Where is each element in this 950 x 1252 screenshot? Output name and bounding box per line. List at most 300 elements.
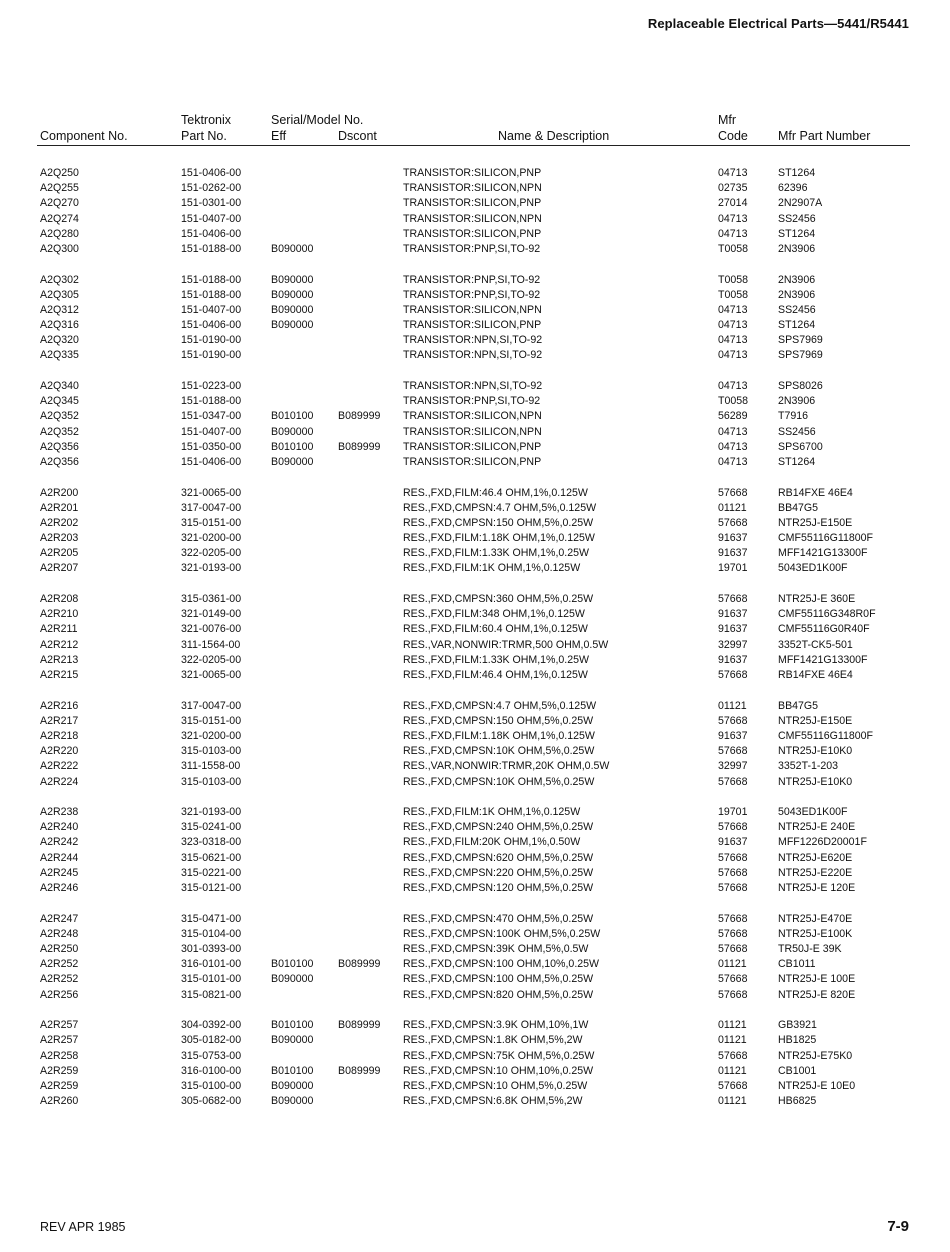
cell-mfr-part-number: BB47G5 bbox=[778, 699, 819, 712]
cell-component-no: A2R203 bbox=[40, 532, 79, 545]
cell-mfr-part-number: NTR25J-E 360E bbox=[778, 593, 856, 606]
cell-eff: B090000 bbox=[271, 288, 314, 301]
cell-mfr-part-number: CMF55116G11800F bbox=[778, 729, 874, 742]
table-row bbox=[0, 607, 950, 622]
col-mfr: Mfr bbox=[718, 113, 737, 127]
cell-name-description: TRANSISTOR:SILICON,PNP bbox=[403, 455, 542, 468]
cell-component-no: A2R256 bbox=[40, 988, 79, 1001]
table-row bbox=[0, 425, 950, 440]
cell-eff: B010100 bbox=[271, 1019, 314, 1032]
cell-mfr-part-number: NTR25J-E220E bbox=[778, 866, 853, 879]
table-row bbox=[0, 592, 950, 607]
cell-eff: B090000 bbox=[271, 1079, 314, 1092]
cell-part-no: 151-0190-00 bbox=[181, 334, 242, 347]
col-component-no: Component No. bbox=[40, 129, 128, 143]
cell-name-description: TRANSISTOR:SILICON,PNP bbox=[403, 227, 542, 240]
cell-name-description: TRANSISTOR:SILICON,NPN bbox=[403, 425, 542, 438]
table-row bbox=[0, 638, 950, 653]
cell-dscont: B089999 bbox=[338, 410, 381, 423]
table-row bbox=[0, 1049, 950, 1064]
table-row bbox=[0, 805, 950, 820]
cell-mfr-part-number: NTR25J-E 820E bbox=[778, 988, 856, 1001]
cell-name-description: RES.,VAR,NONWIR:TRMR,20K OHM,0.5W bbox=[403, 760, 610, 773]
cell-part-no: 321-0193-00 bbox=[181, 562, 242, 575]
table-row bbox=[0, 1064, 950, 1079]
cell-mfr-code: 91637 bbox=[718, 532, 748, 545]
cell-component-no: A2R201 bbox=[40, 501, 79, 514]
cell-name-description: RES.,FXD,CMPSN:150 OHM,5%,0.25W bbox=[403, 516, 594, 529]
cell-part-no: 305-0682-00 bbox=[181, 1095, 242, 1108]
cell-mfr-code: 57668 bbox=[718, 486, 748, 499]
cell-part-no: 311-1564-00 bbox=[181, 638, 241, 651]
cell-mfr-part-number: NTR25J-E10K0 bbox=[778, 775, 853, 788]
table-row bbox=[0, 699, 950, 714]
cell-component-no: A2Q312 bbox=[40, 303, 79, 316]
cell-name-description: RES.,FXD,CMPSN:150 OHM,5%,0.25W bbox=[403, 714, 594, 727]
table-row bbox=[0, 379, 950, 394]
cell-mfr-code: 57668 bbox=[718, 1049, 748, 1062]
cell-name-description: RES.,FXD,CMPSN:3.9K OHM,10%,1W bbox=[403, 1019, 589, 1032]
cell-part-no: 317-0047-00 bbox=[181, 501, 242, 514]
cell-mfr-part-number: 2N3906 bbox=[778, 242, 816, 255]
cell-name-description: TRANSISTOR:PNP,SI,TO-92 bbox=[403, 273, 541, 286]
cell-part-no: 304-0392-00 bbox=[181, 1019, 242, 1032]
cell-mfr-part-number: HB1825 bbox=[778, 1034, 817, 1047]
cell-mfr-part-number: ST1264 bbox=[778, 227, 816, 240]
cell-part-no: 151-0406-00 bbox=[181, 455, 242, 468]
cell-eff: B090000 bbox=[271, 319, 314, 332]
cell-mfr-code: T0058 bbox=[718, 273, 749, 286]
cell-eff: B090000 bbox=[271, 273, 314, 286]
cell-mfr-code: 04713 bbox=[718, 167, 748, 179]
cell-component-no: A2R245 bbox=[40, 866, 79, 879]
table-row bbox=[0, 668, 950, 683]
cell-part-no: 321-0149-00 bbox=[181, 608, 242, 621]
cell-mfr-part-number: 2N3906 bbox=[778, 395, 816, 408]
cell-mfr-part-number: MFF1421G13300F bbox=[778, 653, 868, 666]
cell-component-no: A2Q352 bbox=[40, 425, 79, 438]
cell-mfr-part-number: 2N3906 bbox=[778, 273, 816, 286]
cell-mfr-part-number: 3352T-CK5-501 bbox=[778, 638, 853, 651]
cell-component-no: A2R216 bbox=[40, 699, 79, 712]
cell-eff: B090000 bbox=[271, 242, 314, 255]
cell-mfr-part-number: 3352T-1-203 bbox=[778, 760, 839, 773]
cell-component-no: A2Q356 bbox=[40, 440, 79, 453]
cell-component-no: A2R202 bbox=[40, 516, 79, 529]
cell-mfr-part-number: ST1264 bbox=[778, 167, 816, 179]
cell-mfr-code: 91637 bbox=[718, 836, 748, 849]
cell-component-no: A2R205 bbox=[40, 547, 79, 560]
cell-mfr-part-number: CB1011 bbox=[778, 958, 816, 971]
cell-eff: B090000 bbox=[271, 455, 314, 468]
cell-component-no: A2R257 bbox=[40, 1034, 79, 1047]
cell-mfr-part-number: SS2456 bbox=[778, 303, 816, 316]
table-row bbox=[0, 318, 950, 333]
table-row bbox=[0, 622, 950, 637]
col-serial-model: Serial/Model No. bbox=[271, 113, 364, 127]
cell-component-no: A2R252 bbox=[40, 973, 79, 986]
table-row bbox=[0, 729, 950, 744]
cell-component-no: A2R215 bbox=[40, 669, 79, 681]
table-row bbox=[0, 942, 950, 957]
cell-part-no: 315-0103-00 bbox=[181, 745, 242, 758]
table-row bbox=[0, 546, 950, 561]
cell-mfr-code: 04713 bbox=[718, 319, 748, 332]
cell-mfr-code: 01121 bbox=[718, 1095, 747, 1108]
col-mfr-part-number: Mfr Part Number bbox=[778, 129, 871, 143]
row-group bbox=[0, 1018, 950, 1109]
cell-eff: B010100 bbox=[271, 1064, 314, 1077]
cell-component-no: A2R211 bbox=[40, 623, 78, 636]
cell-component-no: A2R260 bbox=[40, 1095, 79, 1108]
cell-name-description: TRANSISTOR:SILICON,PNP bbox=[403, 197, 542, 210]
col-eff: Eff bbox=[271, 129, 287, 143]
table-row bbox=[0, 273, 950, 288]
cell-name-description: TRANSISTOR:NPN,SI,TO-92 bbox=[403, 380, 543, 393]
cell-mfr-part-number: ST1264 bbox=[778, 455, 816, 468]
cell-mfr-part-number: CB1001 bbox=[778, 1064, 817, 1077]
cell-mfr-code: 01121 bbox=[718, 1034, 747, 1047]
cell-mfr-part-number: NTR25J-E100K bbox=[778, 927, 853, 940]
table-row bbox=[0, 653, 950, 668]
cell-component-no: A2Q270 bbox=[40, 197, 79, 210]
cell-name-description: RES.,FXD,FILM:1.18K OHM,1%,0.125W bbox=[403, 729, 595, 742]
cell-name-description: TRANSISTOR:SILICON,PNP bbox=[403, 167, 542, 179]
cell-name-description: RES.,FXD,CMPSN:10K OHM,5%,0.25W bbox=[403, 745, 595, 758]
cell-mfr-code: 32997 bbox=[718, 760, 748, 773]
cell-part-no: 151-0262-00 bbox=[181, 182, 242, 195]
cell-name-description: TRANSISTOR:SILICON,NPN bbox=[403, 212, 542, 225]
cell-part-no: 151-0406-00 bbox=[181, 227, 242, 240]
cell-name-description: RES.,FXD,CMPSN:120 OHM,5%,0.25W bbox=[403, 882, 594, 895]
cell-name-description: RES.,FXD,FILM:20K OHM,1%,0.50W bbox=[403, 836, 581, 849]
cell-mfr-part-number: CMF55116G348R0F bbox=[778, 608, 876, 621]
cell-part-no: 315-0151-00 bbox=[181, 714, 242, 727]
col-name-description: Name & Description bbox=[498, 129, 610, 143]
cell-mfr-part-number: NTR25J-E 120E bbox=[778, 882, 856, 895]
cell-part-no: 322-0205-00 bbox=[181, 547, 242, 560]
cell-mfr-code: 32997 bbox=[718, 638, 748, 651]
cell-mfr-code: 04713 bbox=[718, 380, 748, 393]
cell-part-no: 305-0182-00 bbox=[181, 1034, 242, 1047]
cell-part-no: 321-0065-00 bbox=[181, 669, 242, 681]
cell-mfr-part-number: SPS7969 bbox=[778, 334, 823, 347]
table-row bbox=[0, 333, 950, 348]
cell-name-description: RES.,FXD,FILM:1.18K OHM,1%,0.125W bbox=[403, 532, 595, 545]
cell-mfr-code: 57668 bbox=[718, 882, 748, 895]
cell-mfr-code: T0058 bbox=[718, 395, 749, 408]
cell-mfr-code: 57668 bbox=[718, 593, 748, 606]
cell-mfr-part-number: SPS8026 bbox=[778, 380, 823, 393]
cell-mfr-code: T0058 bbox=[718, 242, 749, 255]
cell-mfr-part-number: SPS7969 bbox=[778, 349, 823, 362]
cell-mfr-code: 57668 bbox=[718, 669, 748, 681]
cell-component-no: A2R259 bbox=[40, 1079, 79, 1092]
cell-part-no: 323-0318-00 bbox=[181, 836, 242, 849]
cell-name-description: RES.,FXD,CMPSN:820 OHM,5%,0.25W bbox=[403, 988, 594, 1001]
cell-component-no: A2R250 bbox=[40, 942, 79, 955]
table-row bbox=[0, 166, 950, 181]
cell-mfr-part-number: NTR25J-E 240E bbox=[778, 821, 856, 834]
cell-component-no: A2Q305 bbox=[40, 288, 79, 301]
table-row bbox=[0, 714, 950, 729]
cell-mfr-part-number: NTR25J-E 10E0 bbox=[778, 1079, 856, 1092]
cell-mfr-part-number: 5043ED1K00F bbox=[778, 562, 848, 575]
cell-part-no: 151-0190-00 bbox=[181, 349, 242, 362]
cell-part-no: 317-0047-00 bbox=[181, 699, 242, 712]
cell-part-no: 151-0407-00 bbox=[181, 303, 242, 316]
cell-name-description: RES.,FXD,CMPSN:75K OHM,5%,0.25W bbox=[403, 1049, 595, 1062]
cell-mfr-code: 04713 bbox=[718, 227, 748, 240]
cell-component-no: A2R200 bbox=[40, 486, 79, 499]
cell-mfr-part-number: T7916 bbox=[778, 410, 809, 423]
cell-part-no: 151-0347-00 bbox=[181, 410, 242, 423]
cell-name-description: RES.,FXD,FILM:348 OHM,1%,0.125W bbox=[403, 608, 585, 621]
table-row bbox=[0, 759, 950, 774]
cell-mfr-code: 57668 bbox=[718, 866, 748, 879]
cell-mfr-part-number: RB14FXE 46E4 bbox=[778, 486, 853, 499]
cell-mfr-code: 04713 bbox=[718, 425, 748, 438]
cell-mfr-code: 91637 bbox=[718, 608, 748, 621]
cell-component-no: A2R220 bbox=[40, 745, 79, 758]
cell-name-description: TRANSISTOR:PNP,SI,TO-92 bbox=[403, 288, 541, 301]
col-part-no: Part No. bbox=[181, 129, 227, 143]
cell-mfr-part-number: ST1264 bbox=[778, 319, 816, 332]
cell-component-no: A2R259 bbox=[40, 1064, 79, 1077]
cell-name-description: RES.,FXD,CMPSN:1.8K OHM,5%,2W bbox=[403, 1034, 583, 1047]
table-row bbox=[0, 775, 950, 790]
cell-mfr-code: 19701 bbox=[718, 806, 748, 819]
cell-component-no: A2R222 bbox=[40, 760, 79, 773]
cell-part-no: 151-0188-00 bbox=[181, 273, 242, 286]
table-row bbox=[0, 851, 950, 866]
table-row bbox=[0, 196, 950, 211]
cell-mfr-code: 91637 bbox=[718, 623, 748, 636]
cell-name-description: RES.,FXD,CMPSN:360 OHM,5%,0.25W bbox=[403, 593, 594, 606]
cell-component-no: A2R257 bbox=[40, 1019, 79, 1032]
cell-name-description: RES.,VAR,NONWIR:TRMR,500 OHM,0.5W bbox=[403, 638, 609, 651]
cell-mfr-code: 04713 bbox=[718, 440, 748, 453]
cell-name-description: RES.,FXD,FILM:1.33K OHM,1%,0.25W bbox=[403, 547, 590, 560]
cell-name-description: RES.,FXD,CMPSN:620 OHM,5%,0.25W bbox=[403, 851, 594, 864]
cell-mfr-part-number: 2N3906 bbox=[778, 288, 816, 301]
cell-part-no: 151-0406-00 bbox=[181, 319, 242, 332]
cell-mfr-part-number: SS2456 bbox=[778, 425, 816, 438]
cell-part-no: 321-0200-00 bbox=[181, 532, 242, 545]
cell-name-description: TRANSISTOR:SILICON,NPN bbox=[403, 410, 542, 423]
cell-mfr-part-number: NTR25J-E75K0 bbox=[778, 1049, 853, 1062]
cell-name-description: RES.,FXD,CMPSN:4.7 OHM,5%,0.125W bbox=[403, 501, 597, 514]
table-row bbox=[0, 744, 950, 759]
cell-component-no: A2Q250 bbox=[40, 167, 79, 179]
cell-mfr-code: 91637 bbox=[718, 729, 748, 742]
table-row bbox=[0, 561, 950, 576]
cell-component-no: A2R247 bbox=[40, 912, 79, 925]
table-row bbox=[0, 501, 950, 516]
cell-name-description: RES.,FXD,FILM:1.33K OHM,1%,0.25W bbox=[403, 653, 590, 666]
cell-mfr-code: 91637 bbox=[718, 653, 748, 666]
cell-eff: B090000 bbox=[271, 425, 314, 438]
col-tektronix: Tektronix bbox=[181, 113, 232, 127]
cell-part-no: 151-0188-00 bbox=[181, 288, 242, 301]
cell-eff: B090000 bbox=[271, 973, 314, 986]
cell-part-no: 321-0076-00 bbox=[181, 623, 242, 636]
table-row bbox=[0, 957, 950, 972]
cell-name-description: RES.,FXD,CMPSN:100K OHM,5%,0.25W bbox=[403, 927, 601, 940]
cell-name-description: RES.,FXD,CMPSN:6.8K OHM,5%,2W bbox=[403, 1095, 583, 1108]
cell-mfr-code: 91637 bbox=[718, 547, 748, 560]
cell-mfr-code: 57668 bbox=[718, 821, 748, 834]
footer-revision: REV APR 1985 bbox=[40, 1220, 126, 1234]
row-group bbox=[0, 379, 950, 470]
table-row bbox=[0, 881, 950, 896]
cell-component-no: A2Q300 bbox=[40, 242, 79, 255]
cell-dscont: B089999 bbox=[338, 958, 381, 971]
cell-part-no: 151-0188-00 bbox=[181, 395, 242, 408]
cell-component-no: A2Q356 bbox=[40, 455, 79, 468]
table-row bbox=[0, 835, 950, 850]
cell-mfr-part-number: MFF1226D20001F bbox=[778, 836, 867, 849]
cell-name-description: RES.,FXD,CMPSN:10 OHM,10%,0.25W bbox=[403, 1064, 594, 1077]
cell-mfr-part-number: 2N2907A bbox=[778, 197, 823, 210]
cell-name-description: RES.,FXD,FILM:46.4 OHM,1%,0.125W bbox=[403, 669, 588, 681]
cell-component-no: A2R244 bbox=[40, 851, 79, 864]
table-row bbox=[0, 348, 950, 363]
cell-part-no: 315-0121-00 bbox=[181, 882, 242, 895]
cell-mfr-code: 57668 bbox=[718, 714, 748, 727]
cell-mfr-code: 04713 bbox=[718, 212, 748, 225]
cell-part-no: 315-0100-00 bbox=[181, 1079, 242, 1092]
cell-component-no: A2R208 bbox=[40, 593, 79, 606]
cell-mfr-part-number: NTR25J-E 100E bbox=[778, 973, 856, 986]
cell-mfr-code: 57668 bbox=[718, 927, 748, 940]
parts-table bbox=[0, 166, 950, 1125]
cell-mfr-code: 57668 bbox=[718, 988, 748, 1001]
row-group bbox=[0, 699, 950, 790]
cell-mfr-code: 57668 bbox=[718, 775, 748, 788]
cell-mfr-part-number: CMF55116G0R40F bbox=[778, 623, 870, 636]
cell-part-no: 321-0065-00 bbox=[181, 486, 242, 499]
cell-part-no: 316-0100-00 bbox=[181, 1064, 242, 1077]
cell-mfr-code: 04713 bbox=[718, 334, 748, 347]
cell-name-description: RES.,FXD,CMPSN:100 OHM,10%,0.25W bbox=[403, 958, 600, 971]
cell-component-no: A2R238 bbox=[40, 806, 79, 819]
page-header-title: Replaceable Electrical Parts—5441/R5441 bbox=[647, 16, 909, 31]
cell-mfr-code: 04713 bbox=[718, 455, 748, 468]
cell-part-no: 151-0301-00 bbox=[181, 197, 242, 210]
cell-part-no: 151-0406-00 bbox=[181, 167, 242, 179]
table-row bbox=[0, 409, 950, 424]
cell-component-no: A2R240 bbox=[40, 821, 79, 834]
table-row bbox=[0, 455, 950, 470]
cell-component-no: A2R212 bbox=[40, 638, 79, 651]
row-group bbox=[0, 805, 950, 896]
cell-part-no: 315-0241-00 bbox=[181, 821, 242, 834]
cell-component-no: A2R213 bbox=[40, 653, 79, 666]
cell-component-no: A2R258 bbox=[40, 1049, 79, 1062]
cell-part-no: 315-0821-00 bbox=[181, 988, 242, 1001]
cell-dscont: B089999 bbox=[338, 440, 381, 453]
cell-component-no: A2R242 bbox=[40, 836, 79, 849]
table-row bbox=[0, 927, 950, 942]
cell-name-description: RES.,FXD,FILM:1K OHM,1%,0.125W bbox=[403, 562, 581, 575]
table-row bbox=[0, 1033, 950, 1048]
cell-mfr-code: 57668 bbox=[718, 942, 748, 955]
cell-name-description: RES.,FXD,CMPSN:240 OHM,5%,0.25W bbox=[403, 821, 594, 834]
cell-part-no: 151-0407-00 bbox=[181, 425, 242, 438]
cell-mfr-part-number: NTR25J-E470E bbox=[778, 912, 853, 925]
cell-mfr-code: 04713 bbox=[718, 349, 748, 362]
cell-component-no: A2Q280 bbox=[40, 227, 79, 240]
cell-component-no: A2Q352 bbox=[40, 410, 79, 423]
table-row bbox=[0, 303, 950, 318]
cell-name-description: RES.,FXD,CMPSN:10K OHM,5%,0.25W bbox=[403, 775, 595, 788]
cell-component-no: A2R217 bbox=[40, 714, 79, 727]
cell-mfr-code: 57668 bbox=[718, 912, 748, 925]
cell-component-no: A2Q302 bbox=[40, 273, 79, 286]
cell-part-no: 311-1558-00 bbox=[181, 760, 241, 773]
cell-name-description: TRANSISTOR:SILICON,NPN bbox=[403, 303, 542, 316]
cell-mfr-code: 02735 bbox=[718, 182, 748, 195]
cell-part-no: 315-0471-00 bbox=[181, 912, 242, 925]
cell-mfr-part-number: MFF1421G13300F bbox=[778, 547, 868, 560]
cell-name-description: RES.,FXD,FILM:46.4 OHM,1%,0.125W bbox=[403, 486, 588, 499]
cell-mfr-part-number: RB14FXE 46E4 bbox=[778, 669, 853, 681]
cell-mfr-part-number: 62396 bbox=[778, 182, 808, 195]
cell-component-no: A2Q345 bbox=[40, 395, 79, 408]
table-row bbox=[0, 212, 950, 227]
cell-eff: B010100 bbox=[271, 410, 314, 423]
cell-component-no: A2R207 bbox=[40, 562, 79, 575]
cell-mfr-part-number: NTR25J-E150E bbox=[778, 714, 853, 727]
cell-name-description: TRANSISTOR:SILICON,NPN bbox=[403, 182, 542, 195]
cell-part-no: 316-0101-00 bbox=[181, 958, 242, 971]
cell-name-description: RES.,FXD,FILM:1K OHM,1%,0.125W bbox=[403, 806, 581, 819]
table-row bbox=[0, 1018, 950, 1033]
cell-mfr-part-number: SS2456 bbox=[778, 212, 816, 225]
cell-name-description: RES.,FXD,FILM:60.4 OHM,1%,0.125W bbox=[403, 623, 588, 636]
cell-part-no: 151-0188-00 bbox=[181, 242, 242, 255]
footer-page-number: 7-9 bbox=[887, 1218, 909, 1235]
cell-dscont: B089999 bbox=[338, 1019, 381, 1032]
cell-eff: B010100 bbox=[271, 958, 314, 971]
cell-name-description: TRANSISTOR:NPN,SI,TO-92 bbox=[403, 334, 543, 347]
cell-part-no: 151-0350-00 bbox=[181, 440, 242, 453]
table-row bbox=[0, 227, 950, 242]
cell-mfr-code: 57668 bbox=[718, 1079, 748, 1092]
cell-name-description: RES.,FXD,CMPSN:39K OHM,5%,0.5W bbox=[403, 942, 589, 955]
cell-component-no: A2Q316 bbox=[40, 319, 79, 332]
cell-component-no: A2R210 bbox=[40, 608, 79, 621]
cell-mfr-code: 57668 bbox=[718, 973, 748, 986]
cell-eff: B090000 bbox=[271, 1034, 314, 1047]
cell-component-no: A2R248 bbox=[40, 927, 79, 940]
cell-part-no: 315-0101-00 bbox=[181, 973, 242, 986]
cell-name-description: TRANSISTOR:SILICON,PNP bbox=[403, 319, 542, 332]
cell-mfr-code: 04713 bbox=[718, 303, 748, 316]
cell-mfr-part-number: GB3921 bbox=[778, 1019, 817, 1032]
table-row bbox=[0, 1079, 950, 1094]
table-row bbox=[0, 820, 950, 835]
cell-eff: B090000 bbox=[271, 1095, 314, 1108]
cell-mfr-code: 01121 bbox=[718, 501, 747, 514]
cell-name-description: RES.,FXD,CMPSN:10 OHM,5%,0.25W bbox=[403, 1079, 588, 1092]
cell-mfr-code: 57668 bbox=[718, 745, 748, 758]
cell-mfr-part-number: NTR25J-E620E bbox=[778, 851, 853, 864]
table-row bbox=[0, 486, 950, 501]
table-row bbox=[0, 516, 950, 531]
cell-mfr-part-number: 5043ED1K00F bbox=[778, 806, 848, 819]
